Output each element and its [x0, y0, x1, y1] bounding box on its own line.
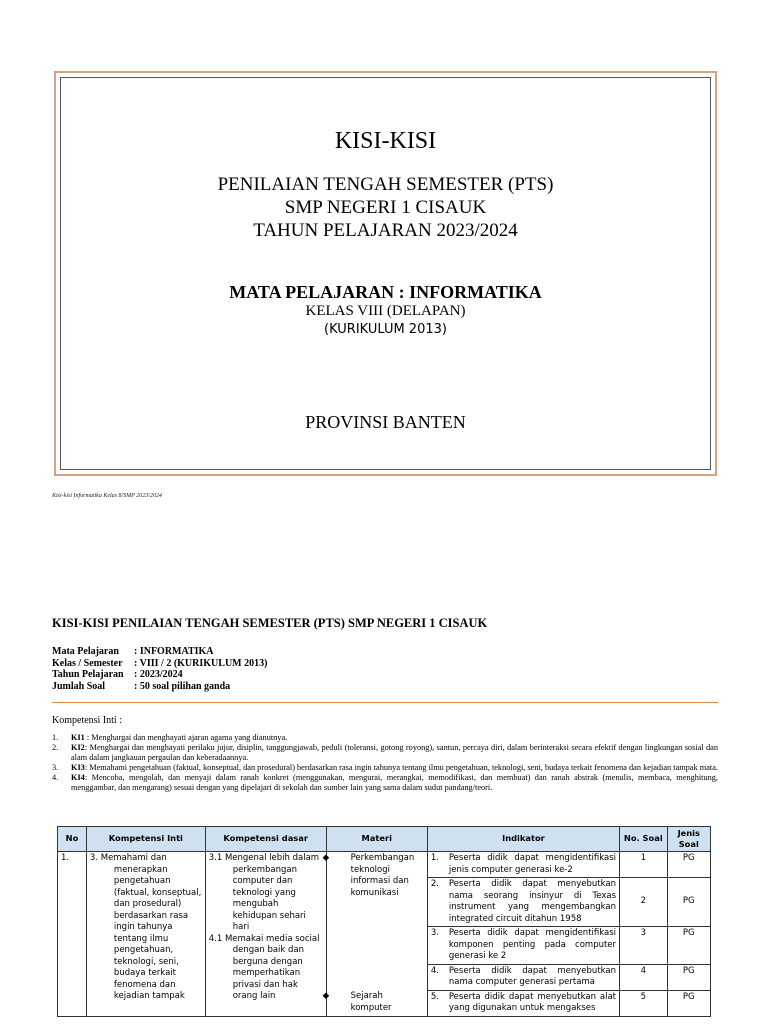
kisi-kisi-table: [57, 826, 711, 1017]
jenis-soal-cell: PG: [667, 852, 710, 878]
ki-item: 1. KI1 : Menghargai dan menghayati ajaran agama yang dianutnya.: [52, 733, 288, 742]
document-heading: KISI-KISI PENILAIAN TENGAH SEMESTER (PTS) SMP NEGERI 1 CISAUK: [52, 616, 488, 630]
no-soal-cell: 2: [620, 878, 668, 927]
table-header-row: [58, 827, 711, 852]
no-soal-cell: 3: [620, 927, 668, 965]
divider: [52, 702, 718, 703]
header-no-soal: No. Soal: [620, 827, 668, 852]
kd-cell: [205, 852, 326, 1017]
ki-item: 2. KI2: Menghargai dan menghayati perilaku jujur, disiplin, tanggungjawab, peduli (toleransi, gotong royong), santun, percaya diri, dalam berinteraksi secara efektif dengan lingkungan sosial dan alam dalam jangkauan pergaulan dan keberadaannya.: [52, 743, 718, 762]
cover-line-year: TAHUN PELAJARAN 2023/2024: [253, 220, 518, 241]
materi-item: ◆ Sejarah komputer: [322, 991, 392, 1013]
meta-row-class: Kelas / Semester : VIII / 2 (KURIKULUM 2013): [52, 657, 268, 669]
cover-subject: MATA PELAJARAN : INFORMATIKA: [229, 282, 542, 302]
document-meta: [52, 646, 267, 692]
jenis-soal-cell: PG: [667, 878, 710, 927]
indikator-cell: 3. Peserta didik dapat mengidentifikasi komponen penting pada computer generasi ke 2: [427, 927, 619, 965]
row-number: 1.: [58, 852, 87, 1017]
table-row: [58, 852, 711, 878]
header-no: No: [58, 827, 87, 852]
meta-row-count: Jumlah Soal : 50 soal pilihan ganda: [52, 680, 231, 692]
ki-item: 3. KI3: Memahami pengetahuan (faktual, konseptual, dan prosedural) berdasarkan rasa ingin tahunya tentang ilmu pengetahuan, teknologi, seni, budaya terkait fenomena dan kejadian tampak mata.: [52, 763, 718, 772]
cover-inner-frame: [60, 77, 711, 470]
meta-row-subject: Mata Pelajaran : INFORMATIKA: [52, 646, 214, 657]
ki-cell: 3. Memahami dan menerapkan pengetahuan (faktual, konseptual, dan prosedural) berdasarkan rasa ingin tahunya tentang ilmu pengetahuan, teknologi, seni, budaya terkait fenomena dan kejadian tampak: [86, 852, 205, 1017]
materi-item: ◆ Perkembangan teknologi informasi dan komunikasi: [322, 853, 415, 898]
page-footer-note: Kisi-kisi Informatika Kelas 8/SMP 2023/2024: [52, 493, 162, 499]
indikator-cell: 1. Peserta didik dapat mengidentifikasi jenis computer generasi ke-2: [427, 852, 619, 878]
header-kompetensi-inti: Kompetensi Inti: [86, 827, 205, 852]
cover-curriculum: (KURIKULUM 2013): [324, 322, 447, 337]
indikator-cell: 5. Peserta didik dapat menyebutkan alat yang digunakan untuk mengakses: [427, 990, 619, 1016]
cover-line-pts: PENILAIAN TENGAH SEMESTER (PTS): [217, 174, 554, 195]
cover-province: PROVINSI BANTEN: [305, 412, 466, 432]
header-jenis-soal: Jenis Soal: [667, 827, 710, 852]
materi-cell: [322, 990, 427, 1016]
cover-line-school: SMP NEGERI 1 CISAUK: [284, 197, 487, 218]
ki-item: 4. KI4: Mencoba, mengolah, dan menyaji dalam ranah konkret (menggunakan, mengurai, merangkai, memodifikasi, dan membuat) dan ranah abstrak (menulis, membaca, menghitung, menggambar, dan mengarang) sesuai dengan yang dipelajari di sekolah dan sumber lain yang sama dalam sudut pandang/teori.: [52, 773, 718, 792]
header-indikator: Indikator: [427, 827, 619, 852]
indikator-cell: 2. Peserta didik dapat menyebutkan nama seorang insinyur di Texas instrument yang mengembangkan integrated circuit ditahun 1958: [427, 878, 619, 927]
no-soal-cell: 5: [620, 990, 668, 1016]
ki-list: [52, 733, 718, 793]
kd-item: 3.1 Mengenal lebih dalam perkembangan computer dan teknologi yang mengubah kehidupan sehari hari: [208, 853, 320, 932]
diamond-bullet-icon: ◆: [322, 991, 330, 1001]
no-soal-cell: 4: [620, 964, 668, 990]
indikator-cell: 4. Peserta didik dapat menyebutkan nama computer generasi pertama: [427, 964, 619, 990]
jenis-soal-cell: PG: [667, 927, 710, 965]
meta-row-year: Tahun Pelajaran : 2023/2024: [52, 669, 183, 680]
materi-cell: [322, 852, 427, 991]
cover-title: KISI-KISI: [334, 128, 437, 154]
cover-class: KELAS VIII (DELAPAN): [305, 303, 466, 319]
diamond-bullet-icon: ◆: [322, 853, 330, 863]
ki-section-title: Kompetensi Inti :: [52, 715, 122, 726]
jenis-soal-cell: PG: [667, 964, 710, 990]
cover-frame: [54, 71, 717, 476]
no-soal-cell: 1: [620, 852, 668, 878]
header-materi: Materi: [326, 827, 427, 852]
kd-item: 4.1 Memakai media social dengan baik dan berguna dengan memperhatikan privasi dan hak orang lain: [208, 933, 320, 1001]
header-kompetensi-dasar: Kompetensi dasar: [205, 827, 326, 852]
jenis-soal-cell: PG: [667, 990, 710, 1016]
